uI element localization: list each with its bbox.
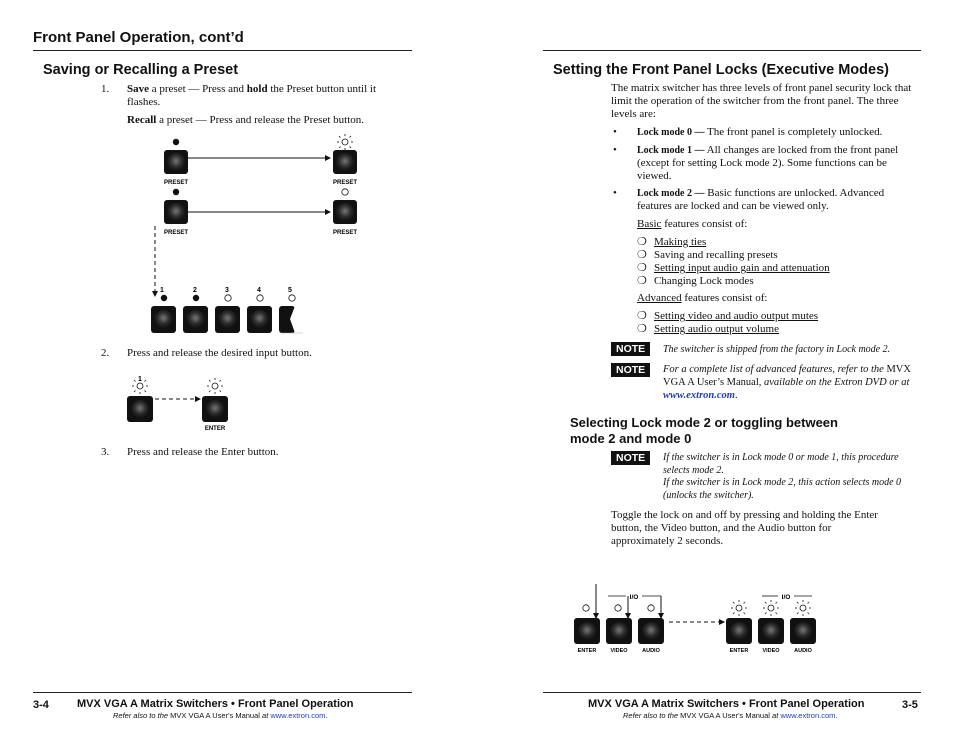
led-off-icon	[583, 605, 589, 611]
left-footer-reference: Refer also to the MVX VGA A User's Manual at www.extron.com.	[113, 711, 328, 720]
io-label: I/O	[781, 594, 791, 601]
extron-link[interactable]: www.extron.com	[663, 390, 735, 401]
right-footer-reference: Refer also to the MVX VGA A User's Manual at www.extron.com.	[623, 711, 838, 720]
led-off-icon	[225, 295, 231, 301]
step1-recall-text: Recall a preset — Press and release the Preset button.	[127, 114, 365, 126]
circle-bullet-icon: ❍	[637, 249, 647, 261]
led-flash-icon	[207, 378, 223, 394]
bullet-icon: •	[613, 187, 617, 199]
led-off-icon	[257, 295, 263, 301]
toggle-instructions: Toggle the lock on and off by pressing and holding the Enter button, the Video button, and the Audio button for approximately 2 seconds.	[611, 509, 878, 547]
left-footer-page-number: 3-4	[33, 699, 49, 711]
io-label: I/O	[629, 594, 639, 601]
advanced-item-link[interactable]: Setting video and audio output mutes	[654, 310, 819, 322]
circle-bullet-icon: ❍	[637, 323, 647, 335]
note-badge: NOTE	[611, 451, 650, 465]
note-badge: NOTE	[611, 342, 650, 356]
led-on-icon	[173, 139, 179, 145]
circle-bullet-icon: ❍	[637, 275, 647, 287]
basic-item-link[interactable]: Making ties	[654, 236, 707, 248]
step2-text: Press and release the desired input button.	[127, 347, 312, 359]
step1-save-text: Save a preset — Press and hold the Preset button until it flashes.	[127, 83, 377, 108]
left-footer-title: MVX VGA A Matrix Switchers • Front Panel Operation	[77, 698, 354, 710]
left-section-title: Saving or Recalling a Preset	[43, 62, 239, 78]
left-header-rule	[33, 50, 412, 51]
right-header-rule	[543, 50, 921, 51]
left-footer-rule	[33, 692, 412, 693]
lock-mode-0-item: Lock mode 0 — The front panel is completely unlocked.	[637, 126, 883, 138]
advanced-features-intro: Advanced features consist of:	[637, 292, 768, 304]
button-label: ENTER	[577, 648, 597, 654]
input-number: 5	[288, 287, 292, 294]
step1-number: 1.	[101, 83, 110, 95]
led-off-icon	[648, 605, 654, 611]
led-on-icon	[173, 189, 179, 195]
input-enter-diagram	[120, 372, 250, 434]
right-footer-rule	[543, 692, 921, 693]
right-footer-link[interactable]: www.extron.com	[780, 711, 836, 720]
input-one-label: 1	[138, 376, 142, 383]
right-footer-title: MVX VGA A Matrix Switchers • Front Panel Operation	[588, 698, 865, 710]
advanced-item-link[interactable]: Setting audio output volume	[654, 323, 779, 335]
button-label: AUDIO	[642, 648, 660, 654]
button-label: ENTER	[729, 648, 749, 654]
circle-bullet-icon: ❍	[637, 262, 647, 274]
button-label: VIDEO	[762, 648, 780, 654]
preset-label: PRESET	[332, 180, 358, 186]
led-off-icon	[289, 295, 295, 301]
led-flash-icon	[337, 134, 353, 150]
led-on-icon	[193, 295, 199, 301]
input-number: 4	[257, 287, 261, 294]
led-flash-icon	[731, 600, 747, 616]
button-label: AUDIO	[794, 648, 812, 654]
preset-label: PRESET	[163, 230, 189, 236]
input-buttons-row	[151, 306, 303, 333]
basic-features-intro: Basic features consist of:	[637, 218, 748, 230]
left-footer-link[interactable]: www.extron.com	[270, 711, 326, 720]
led-flash-icon	[763, 600, 779, 616]
basic-item: Changing Lock modes	[654, 275, 754, 287]
step2-number: 2.	[101, 347, 110, 359]
basic-item-link[interactable]: Setting input audio gain and attenuation	[654, 262, 830, 274]
subsection-title: Selecting Lock mode 2 or toggling between mode 2 and mode 0	[570, 415, 838, 446]
step3-text: Press and release the Enter button.	[127, 446, 279, 458]
note-factory-lock: The switcher is shipped from the factory in Lock mode 2.	[663, 344, 891, 355]
enter-label: ENTER	[204, 426, 226, 432]
note-lock-toggle: If the switcher is in Lock mode 0 or mode 1, this procedure selects mode 2. If the switcher is in Lock mode 2, this action selects mode 0 (unlocks the switcher).	[663, 452, 902, 501]
led-off-icon	[342, 189, 348, 195]
led-on-icon	[161, 295, 167, 301]
note-advanced-features: For a complete list of advanced features, refer to the MVX VGA A User’s Manual, available on the Extron DVD or at www.extron.com.	[663, 364, 911, 401]
right-section-title: Setting the Front Panel Locks (Executive Modes)	[553, 62, 889, 78]
circle-bullet-icon: ❍	[637, 310, 647, 322]
basic-item: Saving and recalling presets	[654, 249, 778, 261]
input-number: 2	[193, 287, 197, 294]
circle-bullet-icon: ❍	[637, 236, 647, 248]
lock-mode-1-item: Lock mode 1 — All changes are locked from the front panel (except for setting Lock mode 2). Some functions can be viewed.	[637, 144, 899, 182]
lock-toggle-diagram	[566, 582, 826, 656]
note-badge: NOTE	[611, 363, 650, 377]
input-number: 3	[225, 287, 229, 294]
left-page-header: Front Panel Operation, cont’d	[33, 29, 244, 46]
preset-label: PRESET	[163, 180, 189, 186]
bullet-icon: •	[613, 126, 617, 138]
lock-mode-2-item: Lock mode 2 — Basic functions are unlocked. Advanced features are locked and can be viewed only.	[637, 187, 885, 212]
step3-number: 3.	[101, 446, 110, 458]
right-footer-page-number: 3-5	[902, 699, 918, 711]
preset-diagram	[140, 128, 370, 338]
led-flash-icon	[795, 600, 811, 616]
bullet-icon: •	[613, 144, 617, 156]
input-number: 1	[160, 287, 164, 294]
led-off-icon	[615, 605, 621, 611]
button-label: VIDEO	[610, 648, 628, 654]
locks-intro: The matrix switcher has three levels of front panel security lock that limit the operation of the switcher from the front panel. The three levels are:	[611, 82, 912, 120]
preset-label: PRESET	[332, 230, 358, 236]
